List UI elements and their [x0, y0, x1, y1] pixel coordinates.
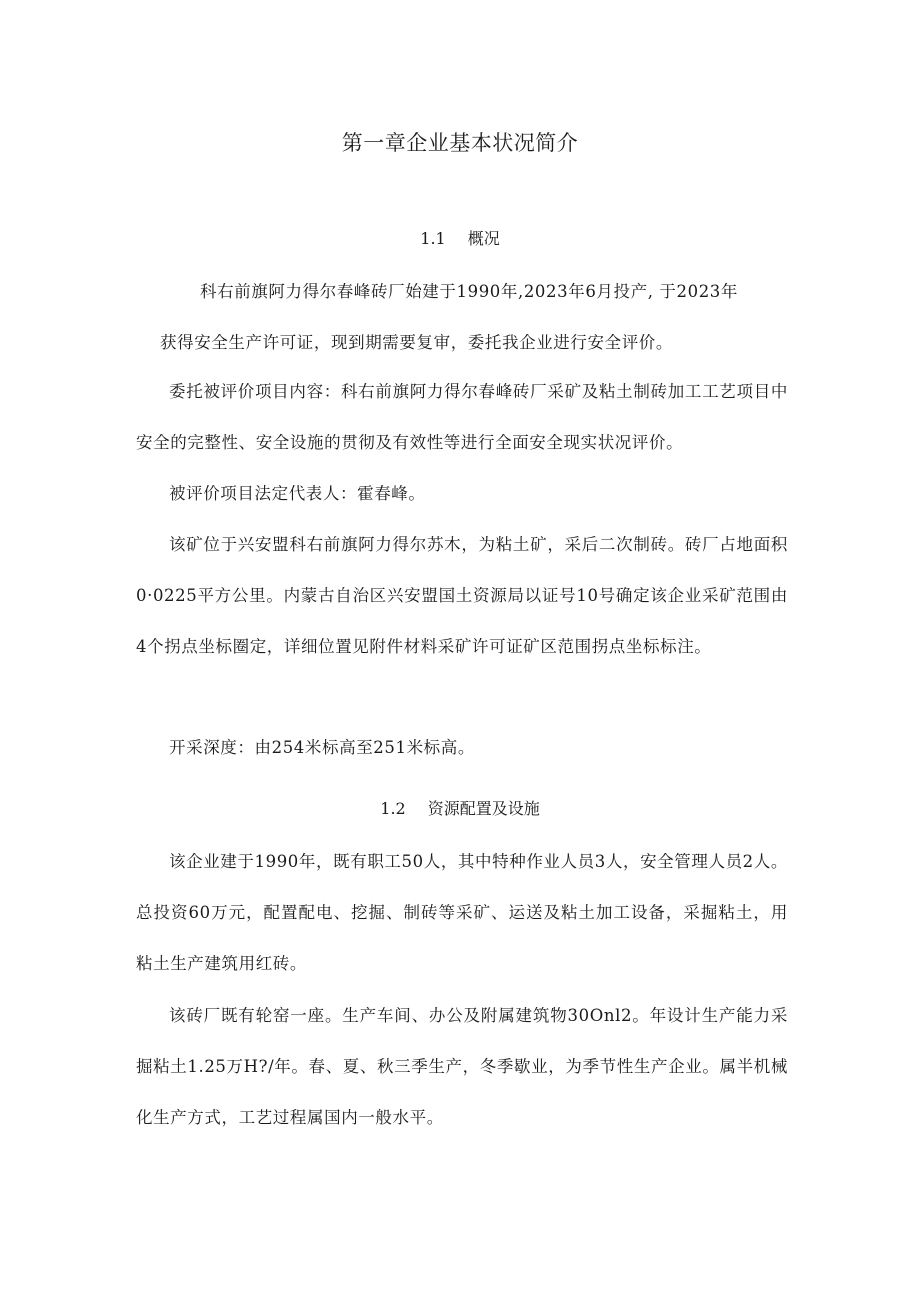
- paragraph-facilities: 该砖厂既有轮窑一座。生产车间、办公及附属建筑物30Onl2。年设计生产能力采掘粘土1.25万H?/年。春、夏、秋三季生产，冬季歇业，为季节性生产企业。属半机械化生产方式，工艺过程属国内一般水平。: [136, 1006, 788, 1127]
- section-number: 1.1: [420, 229, 446, 248]
- chapter-title: 第一章企业基本状况简介: [341, 131, 579, 155]
- section-heading-1-1: [0, 227, 920, 251]
- paragraph-scope: 委托被评价项目内容：科右前旗阿力得尔春峰砖厂采矿及粘土制砖加工工艺项目中安全的完整性、安全设施的贯彻及有效性等进行全面安全现实状况评价。: [136, 382, 788, 452]
- paragraph-line: 科右前旗阿力得尔春峰砖厂始建于1990年,2023年6月投产, 于2023年: [200, 282, 739, 301]
- section-number: 1.2: [380, 799, 406, 818]
- paragraph-depth: 开采深度：由254米标高至251米标高。: [169, 738, 475, 757]
- paragraph-line: 获得安全生产许可证，现到期需要复审，委托我企业进行安全评价。: [160, 333, 673, 352]
- section-title: 资源配置及设施: [427, 799, 540, 818]
- section-title: 概况: [467, 229, 500, 248]
- paragraph-location: 该矿位于兴安盟科右前旗阿力得尔苏木，为粘土矿，采后二次制砖。砖厂占地面积0·0225平方公里。内蒙古自治区兴安盟国土资源局以证号10号确定该企业采矿范围由4个拐点坐标圈定，详细位置见附件材料采矿许可证矿区范围拐点坐标标注。: [136, 535, 788, 656]
- paragraph-legal-rep: 被评价项目法定代表人：霍春峰。: [169, 484, 426, 503]
- paragraph-overview: [160, 266, 788, 368]
- section-heading-1-2: [0, 797, 920, 821]
- paragraph-resources: 该企业建于1990年，既有职工50人，其中特种作业人员3人，安全管理人员2人。总投资60万元，配置配电、挖掘、制砖等采矿、运送及粘土加工设备，采掘粘土，用粘土生产建筑用红砖。: [136, 852, 788, 973]
